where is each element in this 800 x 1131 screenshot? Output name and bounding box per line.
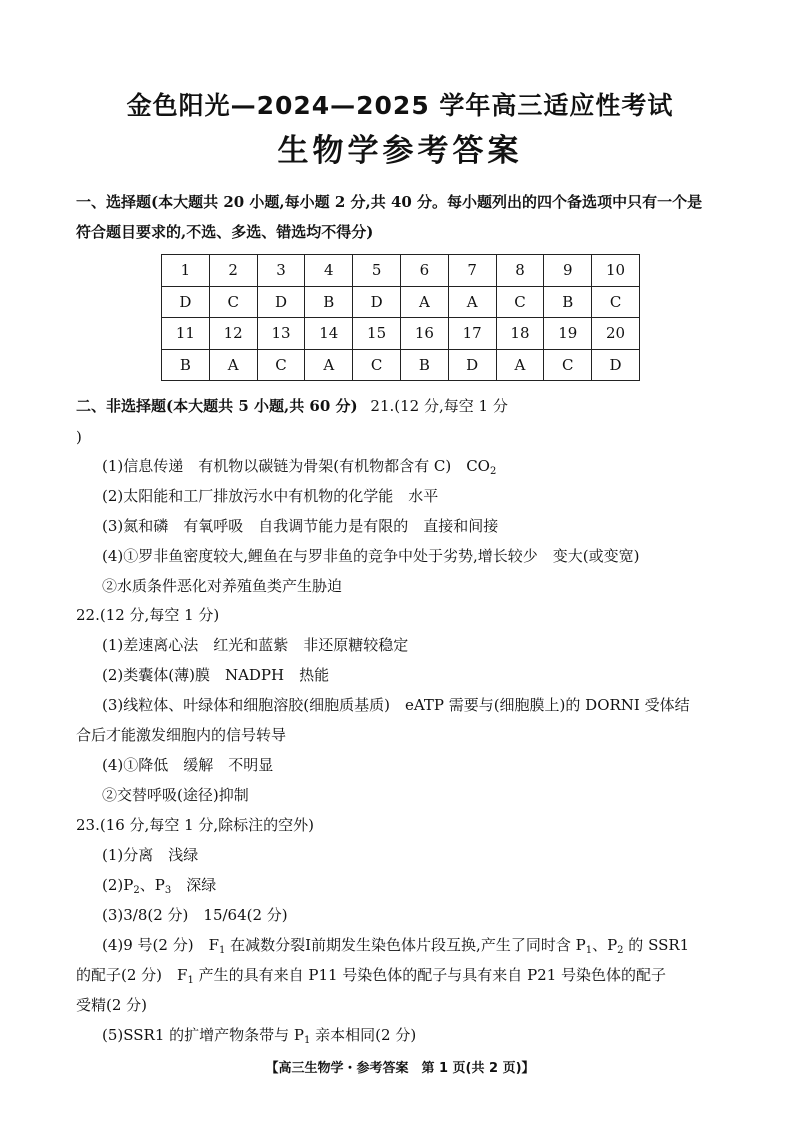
answer-text: (5)SSR1 的扩增产物条带与 P [102, 1026, 305, 1044]
table-cell: D [592, 349, 640, 381]
answer-line [76, 965, 666, 985]
table-cell: 20 [592, 318, 640, 350]
table-cell: B [544, 286, 592, 318]
answer-text: 的 SSR1 [623, 936, 690, 954]
table-cell: 16 [400, 318, 448, 350]
table-cell: D [257, 286, 305, 318]
table-cell: 1 [162, 255, 210, 287]
answer-line [102, 1025, 416, 1045]
answer-line [102, 935, 689, 955]
table-cell: A [209, 349, 257, 381]
table-cell: B [162, 349, 210, 381]
answer-line: 受精(2 分) [76, 996, 148, 1014]
answer-text: (2)P [102, 876, 134, 894]
table-cell: 3 [257, 255, 305, 287]
q21-heading: 21.(12 分,每空 1 分 [370, 397, 508, 415]
answer-text: 深绿 [171, 876, 217, 894]
subscript: 1 [304, 1035, 311, 1046]
answer-text: (4)9 号(2 分) F [102, 936, 219, 954]
table-cell: B [305, 286, 353, 318]
answer-line: (3)氮和磷 有氧呼吸 自我调节能力是有限的 直接和间接 [102, 517, 499, 535]
table-cell: A [448, 286, 496, 318]
table-cell: D [448, 349, 496, 381]
table-cell: 17 [448, 318, 496, 350]
table-cell: 8 [496, 255, 544, 287]
table-cell: C [496, 286, 544, 318]
table-cell: D [353, 286, 401, 318]
answer-text: 产生的具有来自 P11 号染色体的配子与具有来自 P21 号染色体的配子 [193, 966, 667, 984]
table-cell: 4 [305, 255, 353, 287]
table-row [162, 286, 640, 318]
table-cell: C [353, 349, 401, 381]
exam-title: 金色阳光—2024—2025 学年高三适应性考试 [126, 91, 674, 120]
table-cell: 7 [448, 255, 496, 287]
answer-text: (1)信息传递 有机物以碳链为骨架(有机物都含有 C) CO [102, 457, 490, 475]
table-cell: D [162, 286, 210, 318]
answer-text: 、P [139, 876, 165, 894]
answer-text: 的配子(2 分) F [76, 966, 188, 984]
table-cell: 14 [305, 318, 353, 350]
answer-line: (4)①降低 缓解 不明显 [102, 756, 274, 774]
answer-line: (3)3/8(2 分) 15/64(2 分) [102, 906, 288, 924]
answer-line [102, 875, 216, 895]
table-cell: C [209, 286, 257, 318]
table-cell: 11 [162, 318, 210, 350]
answer-text: 亲本相同(2 分) [310, 1026, 417, 1044]
answer-line [102, 456, 496, 476]
subscript: 1 [218, 945, 226, 956]
table-cell: A [305, 349, 353, 381]
subscript: 1 [187, 975, 194, 986]
subscript: 2 [133, 885, 140, 896]
table-cell: A [400, 286, 448, 318]
section2-heading-line [76, 396, 508, 416]
answer-line: (3)线粒体、叶绿体和细胞溶胶(细胞质基质) eATP 需要与(细胞膜上)的 DORNI 受体结 [102, 696, 690, 714]
table-row [162, 349, 640, 381]
answer-line: (1)差速离心法 红光和蓝紫 非还原糖较稳定 [102, 636, 409, 654]
subscript: 2 [617, 945, 624, 956]
section1-heading-line1: 一、选择题(本大题共 20 小题,每小题 2 分,共 40 分。每小题列出的四个备选项中只有一个是 [76, 193, 703, 211]
answer-line: ②交替呼吸(途径)抑制 [102, 786, 249, 804]
answer-line: ②水质条件恶化对养殖鱼类产生胁迫 [102, 577, 343, 595]
answer-line: (1)分离 浅绿 [102, 846, 199, 864]
table-cell: 13 [257, 318, 305, 350]
table-cell: 2 [209, 255, 257, 287]
table-cell: 5 [353, 255, 401, 287]
table-cell: C [544, 349, 592, 381]
section1-heading [76, 187, 736, 247]
section1-heading-line2: 符合题目要求的,不选、多选、错选均不得分) [76, 223, 374, 241]
subscript: 3 [164, 885, 172, 896]
answer-line: (2)类囊体(薄)膜 NADPH 热能 [102, 666, 330, 684]
table-cell: 10 [592, 255, 640, 287]
answer-line: (2)太阳能和工厂排放污水中有机物的化学能 水平 [102, 487, 439, 505]
table-cell: A [496, 349, 544, 381]
q23-heading: 23.(16 分,每空 1 分,除标注的空外) [76, 816, 315, 834]
q21-heading-close: ) [76, 428, 82, 446]
table-row [162, 318, 640, 350]
table-cell: B [400, 349, 448, 381]
table-cell: 6 [400, 255, 448, 287]
table-cell: 15 [353, 318, 401, 350]
table-cell: 19 [544, 318, 592, 350]
subscript: 2 [489, 466, 497, 477]
answer-line: (4)①罗非鱼密度较大,鲤鱼在与罗非鱼的竞争中处于劣势,增长较少 变大(或变宽) [102, 547, 640, 565]
page-footer: 【高三生物学・参考答案 第 1 页(共 2 页)】 [265, 1061, 535, 1076]
q22-heading: 22.(12 分,每空 1 分) [76, 606, 220, 624]
table-cell: C [592, 286, 640, 318]
section2-heading: 二、非选择题(本大题共 5 小题,共 60 分) [76, 397, 358, 415]
table-cell: C [257, 349, 305, 381]
answer-text: 在减数分裂Ⅰ前期发生染色体片段互换,产生了同时含 P [225, 936, 586, 954]
table-cell: 18 [496, 318, 544, 350]
subscript: 1 [585, 945, 593, 956]
table-row [162, 255, 640, 287]
answer-text: 、P [592, 936, 618, 954]
page-title: 生物学参考答案 [277, 133, 523, 169]
answer-line: 合后才能激发细胞内的信号转导 [76, 726, 287, 744]
table-cell: 9 [544, 255, 592, 287]
table-cell: 12 [209, 318, 257, 350]
answer-table [161, 254, 640, 381]
